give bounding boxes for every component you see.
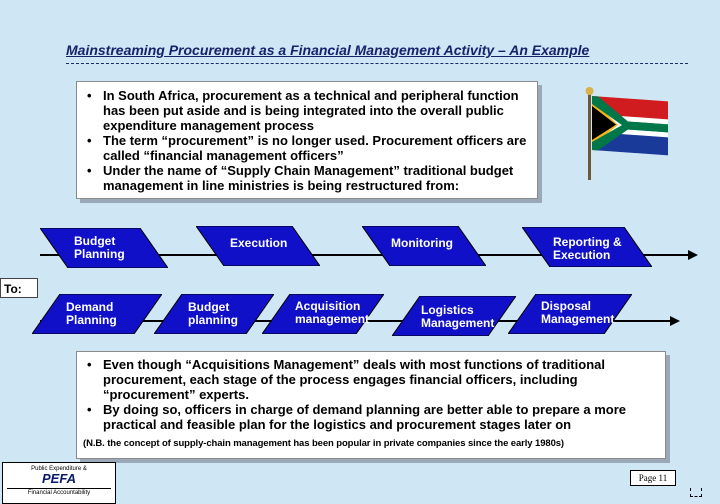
- stage-label-line-2: Planning: [74, 247, 125, 261]
- stage-label-line-2: Management: [421, 316, 495, 330]
- to-label: To:: [0, 278, 38, 298]
- to-stage-demand-planning: [32, 294, 162, 334]
- intro-bullet-3: [87, 163, 529, 193]
- stage-label: [66, 301, 117, 327]
- intro-bullet-1-text: In South Africa, procurement as a technical and peripheral function has been put aside and is being integrated into the overall public expenditure management process: [103, 88, 519, 133]
- bullet-marker: •: [87, 88, 92, 103]
- stage-label: [74, 235, 125, 261]
- intro-bullet-1: [87, 88, 529, 133]
- stage-label-line-1: Reporting &: [553, 235, 622, 249]
- explanation-bullet-2: [87, 402, 657, 432]
- stage-label-line-1: Disposal: [541, 299, 592, 313]
- explanation-bullet-2-text: By doing so, officers in charge of demand planning are better able to prepare a more practical and feasible plan for the logistics and procurement stages later on: [103, 402, 626, 432]
- title-underline-rule: [66, 63, 688, 64]
- stage-label-line-1: Logistics: [421, 303, 474, 317]
- page-number: Page 11: [630, 470, 676, 486]
- pefa-logo: [2, 462, 116, 504]
- from-stage-budget-planning: [40, 228, 168, 268]
- stage-label: [295, 300, 369, 326]
- slide-title: Mainstreaming Procurement as a Financial Management Activity – An Example: [66, 42, 590, 58]
- bullet-marker: •: [87, 133, 92, 148]
- stage-label: Execution: [230, 236, 288, 250]
- intro-bullet-2: [87, 133, 529, 163]
- stage-label-line-2: management: [295, 312, 370, 326]
- bullet-marker: •: [87, 402, 92, 417]
- intro-bullet-3-text: Under the name of “Supply Chain Management” traditional budget management in line ministries is being restructured from:: [103, 163, 514, 193]
- stage-label-line-1: Demand: [66, 300, 114, 314]
- stage-label-line-1: Budget: [188, 300, 230, 314]
- logo-line-2: PEFA: [42, 471, 76, 486]
- intro-text-box: [76, 81, 538, 199]
- bullet-marker: •: [87, 357, 92, 372]
- stage-label-line-1: Acquisition: [295, 299, 361, 313]
- stage-label: [553, 236, 622, 262]
- to-flow-arrowhead: [670, 316, 680, 326]
- from-stage-execution: [196, 226, 320, 266]
- stage-label: Monitoring: [391, 236, 453, 250]
- footnote: (N.B. the concept of supply-chain management has been popular in private companies since the early 1980s): [83, 438, 564, 449]
- to-stage-budget-planning: [154, 294, 274, 334]
- from-stage-monitoring: [362, 226, 486, 266]
- bullet-marker: •: [87, 163, 92, 178]
- stage-label-line-2: planning: [188, 313, 238, 327]
- stage-label-line-2: Management: [541, 312, 615, 326]
- stage-label-line-1: Budget: [74, 234, 116, 248]
- to-stage-logistics-management: [392, 296, 516, 336]
- explanation-text-box: [76, 351, 666, 459]
- explanation-bullet-1-text: Even though “Acquisitions Management” deals with most functions of traditional procurement, each stage of the process engages financial officers, including “procurement” experts.: [103, 357, 605, 402]
- logo-line-3: Financial Accountability: [7, 488, 111, 496]
- corner-mark: [690, 488, 702, 497]
- stage-label: [541, 300, 614, 326]
- stage-label: [421, 304, 494, 330]
- intro-bullet-2-text: The term “procurement” is no longer used. Procurement officers are called “financial management officers”: [103, 133, 527, 163]
- stage-label-line-2: Planning: [66, 313, 117, 327]
- stage-label: [188, 301, 238, 327]
- explanation-bullet-1: [87, 357, 657, 402]
- logo-line-1: Public Expenditure &: [31, 466, 87, 472]
- to-stage-disposal-management: [508, 294, 632, 334]
- south-africa-flag-icon: [584, 82, 672, 182]
- from-stage-reporting-execution: [522, 227, 652, 267]
- from-flow-arrowhead: [688, 250, 698, 260]
- stage-label-line-2: Execution: [553, 248, 611, 262]
- to-stage-acquisition-management: [262, 294, 384, 334]
